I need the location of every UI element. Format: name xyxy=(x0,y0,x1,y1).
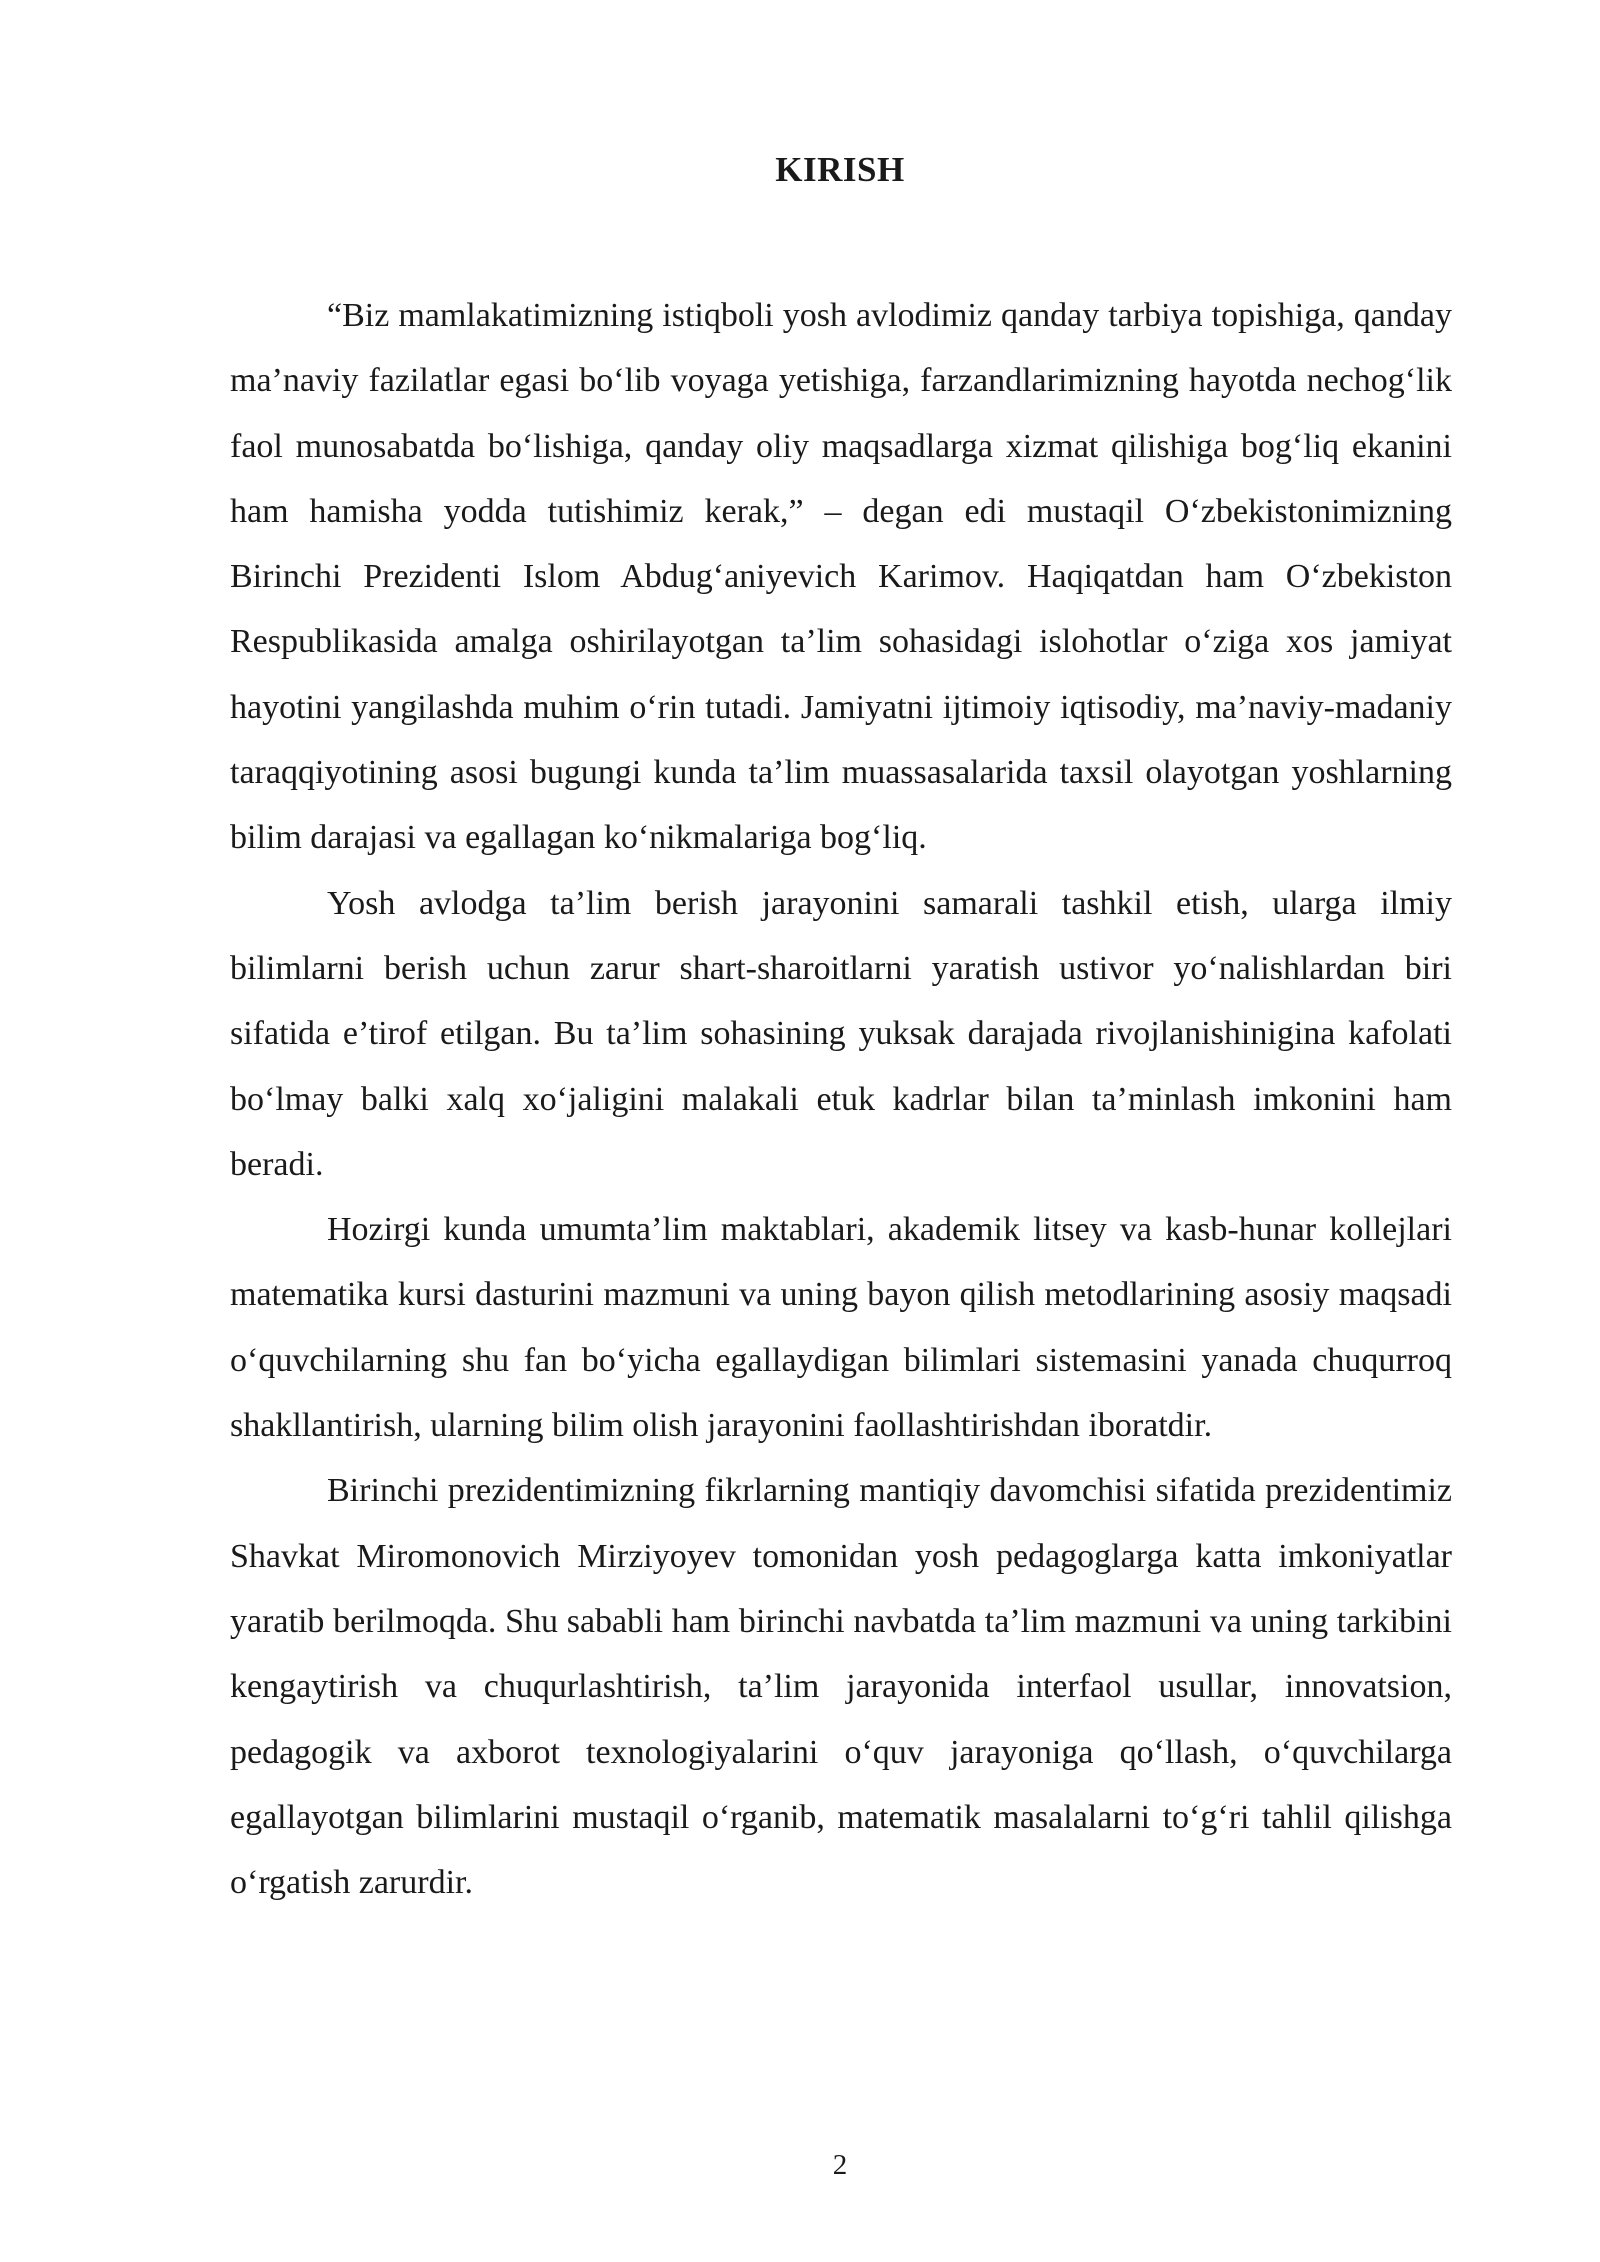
paragraph-4: Birinchi prezidentimizning fikrlarning mantiqiy davomchisi sifatida prezidentimiz Shavkat Miromonovich Mirziyoyev tomonidan yosh pedagoglarga katta imkoniyatlar yaratib berilmoqda. Shu sababli ham birinchi navbatda ta’lim mazmuni va uning tarkibini kengaytirish va chuqurlashtirish, ta’lim jarayonida interfaol usullar, innovatsion, pedagogik va axborot texnologiyalarini o‘quv jarayoniga qo‘llash, o‘quvchilarga egallayotgan bilimlarini mustaqil o‘rganib, matematik masalalarni to‘g‘ri tahlil qilishga o‘rgatish zarurdir. xyxy=(230,1472,1452,1902)
page-number: 2 xyxy=(832,2149,848,2181)
paragraph-3: Hozirgi kunda umumta’lim maktablari, akademik litsey va kasb-hunar kollejlari matematika kursi dasturini mazmuni va uning bayon qilish metodlarining asosiy maqsadi o‘quvchilarning shu fan bo‘yicha egallaydigan bilimlari sistemasini yanada chuqurroq shakllantirish, ularning bilim olish jarayonini faollashtirishdan iboratdir. xyxy=(230,1211,1452,1445)
paragraph-1: “Biz mamlakatimizning istiqboli yosh avlodimiz qanday tarbiya topishiga, qanday ma’naviy fazilatlar egasi bo‘lib voyaga yetishiga, farzandlarimizning hayotda nechog‘lik faol munosabatda bo‘lishiga, qanday oliy maqsadlarga xizmat qilishiga bog‘liq ekanini ham hamisha yodda tutishimiz kerak,” – degan edi mustaqil O‘zbekistonimizning Birinchi Prezidenti Islom Abdug‘aniyevich Karimov. Haqiqatdan ham O‘zbekiston Respublikasida amalga oshirilayotgan ta’lim sohasidagi islohotlar o‘ziga xos jamiyat hayotini yangilashda muhim o‘rin tutadi. Jamiyatni ijtimoiy iqtisodiy, ma’naviy-madaniy taraqqiyotining asosi bugungi kunda ta’lim muassasalarida taxsil olayotgan yoshlarning bilim darajasi va egallagan ko‘nikmalariga bog‘liq. xyxy=(230,297,1452,857)
body-text xyxy=(230,283,1452,1915)
paragraph-2: Yosh avlodga ta’lim berish jarayonini samarali tashkil etish, ularga ilmiy bilimlarni berish uchun zarur shart-sharoitlarni yaratish ustivor yo‘nalishlardan biri sifatida e’tirof etilgan. Bu ta’lim sohasining yuksak darajada rivojlanishinigina kafolati bo‘lmay balki xalq xo‘jaligini malakali etuk kadrlar bilan ta’minlash imkonini ham beradi. xyxy=(230,884,1452,1183)
section-title: KIRISH xyxy=(775,150,905,189)
